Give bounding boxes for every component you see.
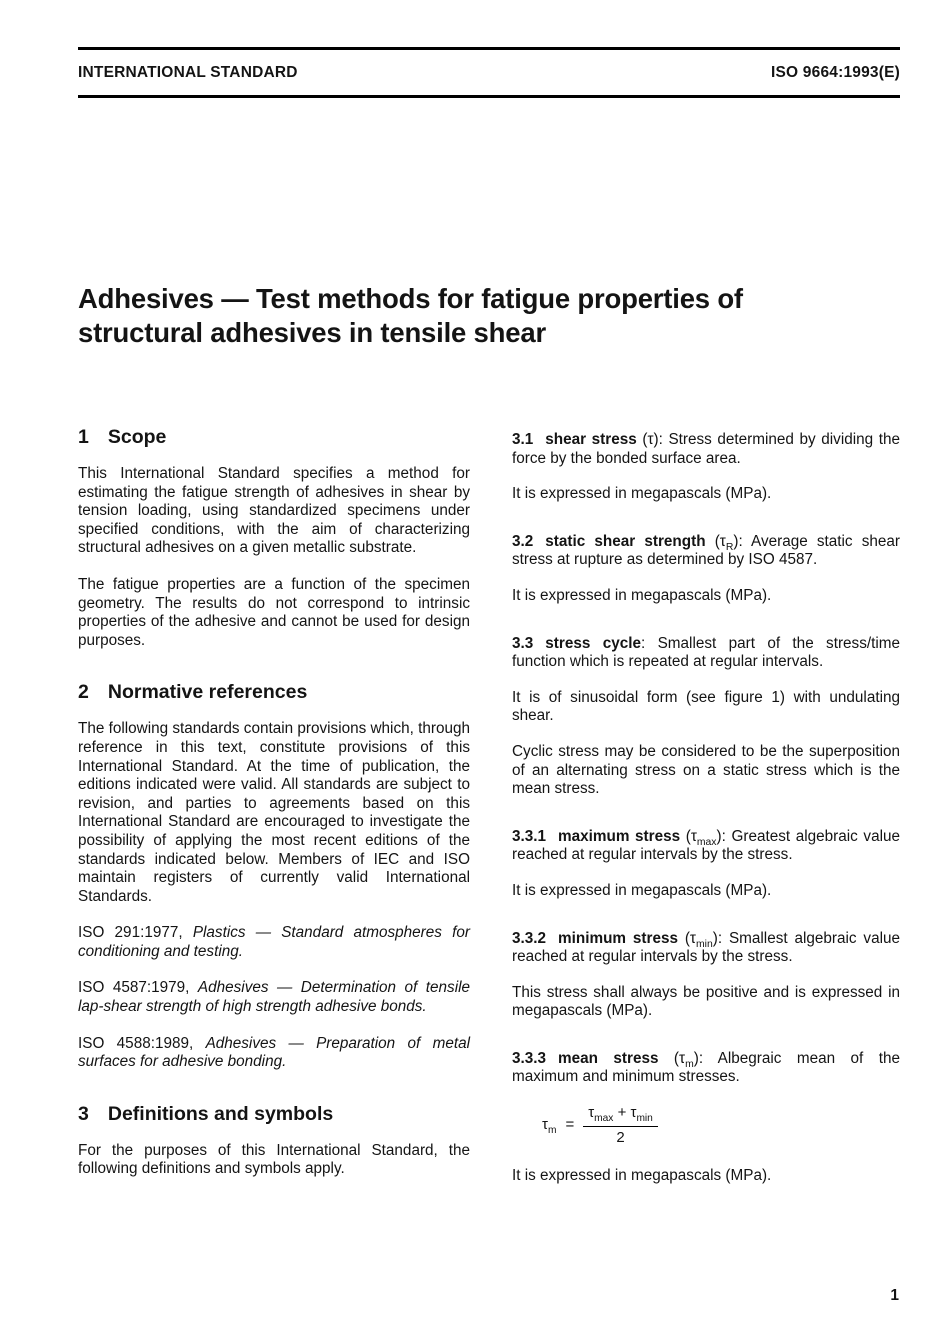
header-rule-bottom xyxy=(78,95,900,98)
definition-term: mean stress xyxy=(558,1049,659,1067)
paragraph: Cyclic stress may be considered to be the superposition of an alternating stress on a static stress which is the mean stress. xyxy=(512,742,900,798)
definition-paragraph xyxy=(512,431,900,468)
definition-paragraph xyxy=(512,635,900,672)
definition-paragraph xyxy=(512,930,900,967)
two-column-body xyxy=(78,426,900,1203)
fraction xyxy=(583,1104,658,1147)
paragraph: The following standards contain provisions which, through reference in this text, constitute provisions of this International Standard. At the time of publication, the editions indicated were valid. All standards are subject to revision, and parties to agreements based on this International Standard are encouraged to investigate the possibility of applying the most recent editions of the standards indicated below. Members of IEC and ISO maintain registers of currently valid International Standards. xyxy=(78,720,470,905)
definition-term: maximum stress xyxy=(558,827,681,845)
definition-text: Average static shear stress at rupture as determined by ISO 4587. xyxy=(512,532,901,569)
definition-symbol: $(\tau_R)$: xyxy=(705,532,743,553)
paragraph: This International Standard specifies a method for estimating the fatigue strength of adhesives in shear by tension loading, using standardized specimens under specified conditions, with the aim of characterizing structural adhesives on a given metallic substrate. xyxy=(78,465,470,557)
section-heading-normative-references xyxy=(78,681,470,704)
definition-maximum-stress xyxy=(512,828,900,901)
definition-minimum-stress xyxy=(512,930,900,1021)
definition-number: 3.3.3 xyxy=(512,1049,547,1067)
section-number: 2 xyxy=(78,681,89,704)
reference-title: Plastics — Standard atmospheres for conditioning and testing. xyxy=(78,924,470,960)
definition-number: 3.3.1 xyxy=(512,827,547,845)
definition-term: static shear strength xyxy=(545,532,706,550)
section-number: 1 xyxy=(78,426,89,448)
section-heading-definitions xyxy=(78,1103,470,1126)
header-standard-type: INTERNATIONAL STANDARD xyxy=(78,64,298,81)
normative-reference xyxy=(78,924,470,961)
definition-symbol: $(\tau_m)$: xyxy=(658,1049,704,1070)
paragraph: It is of sinusoidal form (see figure 1) with undulating shear. xyxy=(512,688,900,725)
definition-stress-cycle xyxy=(512,635,900,799)
definition-text: Stress determined by dividing the force by the bonded surface area. xyxy=(512,431,900,467)
definition-term: shear stress xyxy=(545,431,637,448)
definition-term: stress cycle xyxy=(545,634,641,652)
definition-symbol: $(\tau_{min})$: xyxy=(677,929,723,950)
mean-stress-formula xyxy=(542,1104,900,1147)
section-heading-scope xyxy=(78,426,470,449)
reference-title: Adhesives — Determination of tensile lap-shear strength of high strength adhesive bonds. xyxy=(78,979,470,1016)
left-column xyxy=(78,426,470,1203)
right-column xyxy=(512,426,900,1203)
definition-number: 3.1 xyxy=(512,431,534,448)
reference-id: ISO 4587:1979, xyxy=(78,979,198,997)
definition-number: 3.3 xyxy=(512,634,534,652)
document-title: Adhesives — Test methods for fatigue properties of structural adhesives in tensile shear xyxy=(78,283,743,348)
definition-text: Albegraic mean of the maximum and minimum stresses. xyxy=(512,1049,900,1086)
reference-title: Adhesives — Preparation of metal surfaces for adhesive bonding. xyxy=(78,1034,470,1071)
definition-paragraph xyxy=(512,828,900,865)
definition-paragraph xyxy=(512,1050,900,1087)
definition-static-shear-strength xyxy=(512,533,900,606)
equals-sign: = xyxy=(565,1116,575,1134)
page-header xyxy=(78,50,900,95)
paragraph: It is expressed in megapascals (MPa). xyxy=(512,1167,772,1185)
definition-number: 3.2 xyxy=(512,532,534,550)
formula-lhs: $\tau_m$ xyxy=(542,1116,557,1137)
definition-shear-stress xyxy=(512,431,900,504)
section-title: Scope xyxy=(107,426,167,448)
normative-reference xyxy=(78,979,470,1016)
section-number: 3 xyxy=(78,1102,89,1125)
paragraph: This stress shall always be positive and is expressed in megapascals (MPa). xyxy=(512,983,900,1020)
definition-symbol: $(\tau_{max})$: xyxy=(680,827,726,848)
definition-text: Smallest algebraic value reached at regular intervals by the stress. xyxy=(512,929,900,966)
definition-paragraph xyxy=(512,533,900,570)
normative-reference xyxy=(78,1035,470,1072)
definition-symbol: : xyxy=(640,634,646,652)
section-title: Normative references xyxy=(107,681,308,704)
fraction-denominator: 2 xyxy=(616,1128,625,1146)
definition-term: minimum stress xyxy=(558,929,678,947)
definition-text: Greatest algebraic value reached at regular intervals by the stress. xyxy=(512,827,900,864)
page-number: 1 xyxy=(890,1287,899,1304)
definition-mean-stress xyxy=(512,1050,900,1186)
fraction-numerator: $\tau_{max} + \tau_{min}$ xyxy=(583,1104,658,1127)
paragraph: For the purposes of this International Standard, the following definitions and symbols apply. xyxy=(78,1141,470,1178)
definition-symbol: (τ): xyxy=(636,431,663,448)
paragraph: It is expressed in megapascals (MPa). xyxy=(512,881,772,899)
paragraph: It is expressed in megapascals (MPa). xyxy=(512,485,772,503)
reference-id: ISO 4588:1989, xyxy=(78,1034,206,1052)
paragraph: It is expressed in megapascals (MPa). xyxy=(512,586,772,604)
header-standard-number: ISO 9664:1993(E) xyxy=(771,64,900,81)
reference-id: ISO 291:1977, xyxy=(78,924,193,942)
definition-text: Smallest part of the stress/time function which is repeated at regular intervals. xyxy=(512,634,900,671)
definition-number: 3.3.2 xyxy=(512,929,547,947)
section-title: Definitions and symbols xyxy=(107,1102,334,1125)
paragraph: The fatigue properties are a function of the specimen geometry. The results do not correspond to intrinsic properties of the adhesive and cannot be used for design purposes. xyxy=(78,575,470,649)
